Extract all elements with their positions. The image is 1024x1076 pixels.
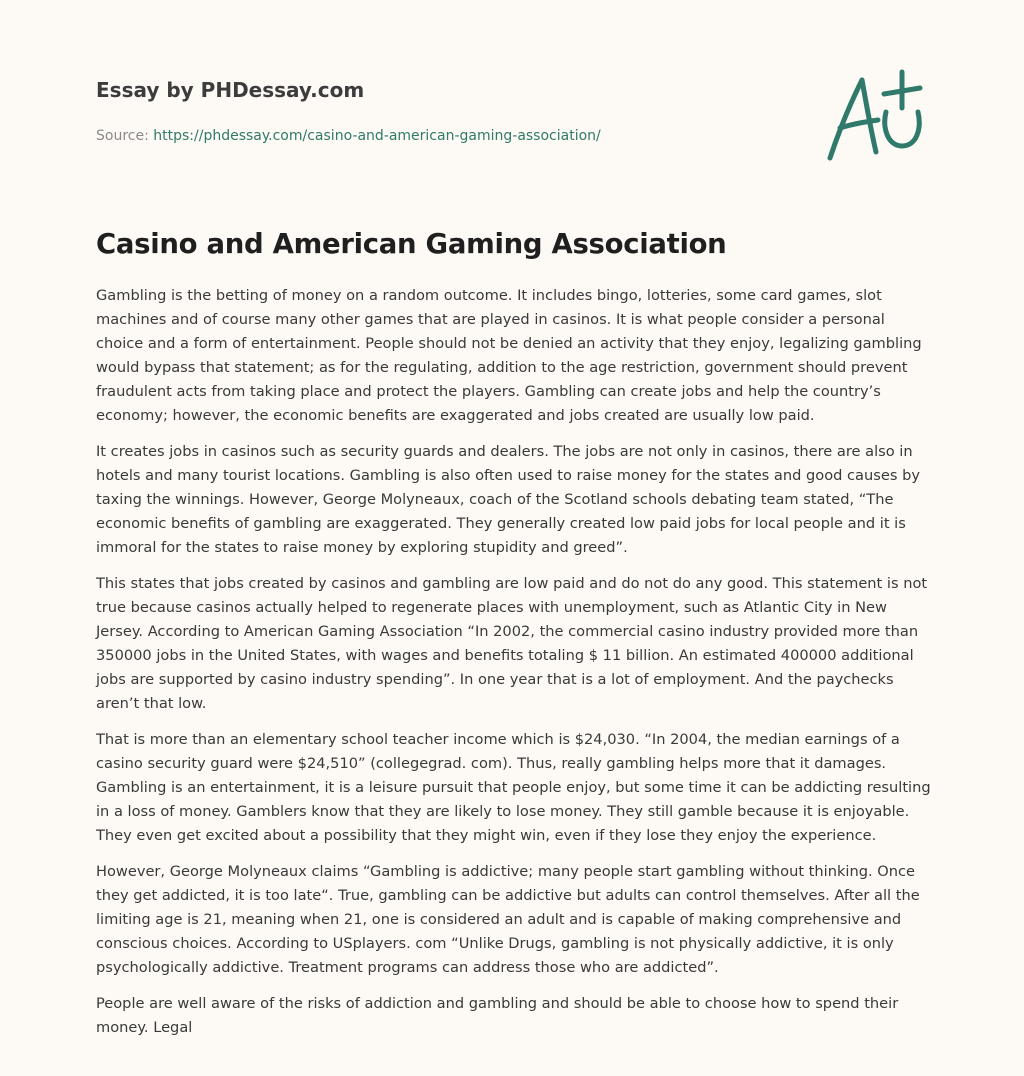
site-brand: Essay by PHDessay.com xyxy=(96,78,365,102)
essay-paragraph: However, George Molyneaux claims “Gambling is addictive; many people start gambling without thinking. Once they get addicted, it is too late“. True, gambling can be addictive but adults can control themselves. After all the limiting age is 21, meaning when 21, one is considered an adult and is capable of making comprehensive and conscious choices. According to USplayers. com “Unlike Drugs, gambling is not physically addictive, it is only psychologically addictive. Treatment programs can address those who are addicted”. xyxy=(96,863,920,976)
page-header xyxy=(96,74,796,146)
source-label: Source: xyxy=(96,128,154,144)
essay-paragraph: People are well aware of the risks of addiction and gambling and should be able to choose how to spend their money. Legal xyxy=(96,995,899,1036)
source-line xyxy=(96,126,796,146)
essay-title: Casino and American Gaming Association xyxy=(96,228,727,260)
essay-paragraph: Gambling is the betting of money on a random outcome. It includes bingo, lotteries, some card games, slot machines and of course many other games that are played in casinos. It is what people consider a personal choice and a form of entertainment. People should not be denied an activity that they enjoy, legalizing gambling would bypass that statement; as for the regulating, addition to the age restriction, government should prevent fraudulent acts from taking place and protect the players. Gambling can create jobs and help the country’s economy; however, the economic benefits are exaggerated and jobs created are usually low paid. xyxy=(96,287,922,424)
essay-body xyxy=(96,284,931,1052)
essay-paragraph: It creates jobs in casinos such as security guards and dealers. The jobs are not only in casinos, there are also in hotels and many tourist locations. Gambling is also often used to raise money for the states and good causes by taxing the winnings. However, George Molyneaux, coach of the Scotland schools debating team stated, “The economic benefits of gambling are exaggerated. They generally created low paid jobs for local people and it is immoral for the states to raise money by exploring stupidity and greed”. xyxy=(96,443,920,556)
essay-paragraph: This states that jobs created by casinos and gambling are low paid and do not do any good. This statement is not true because casinos actually helped to regenerate places with unemployment, such as Atlantic City in New Jersey. According to American Gaming Association “In 2002, the commercial casino industry provided more than 350000 jobs in the United States, with wages and benefits totaling $ 11 billion. An estimated 400000 additional jobs are supported by casino industry spending”. In one year that is a lot of employment. And the paychecks aren’t that low. xyxy=(96,575,928,712)
source-link[interactable]: https://phdessay.com/casino-and-american-gaming-association/ xyxy=(153,128,601,144)
essay-paragraph: That is more than an elementary school teacher income which is $24,030. “In 2004, the median earnings of a casino security guard were $24,510” (collegegrad. com). Thus, really gambling helps more that it damages. Gambling is an entertainment, it is a leisure pursuit that people enjoy, but some time it can be addicting resulting in a loss of money. Gamblers know that they are likely to lose money. They still gamble because it is enjoyable. They even get excited about a possibility that they might win, even if they lose they enjoy the experience. xyxy=(96,731,931,844)
a-plus-logo-icon xyxy=(822,66,932,166)
